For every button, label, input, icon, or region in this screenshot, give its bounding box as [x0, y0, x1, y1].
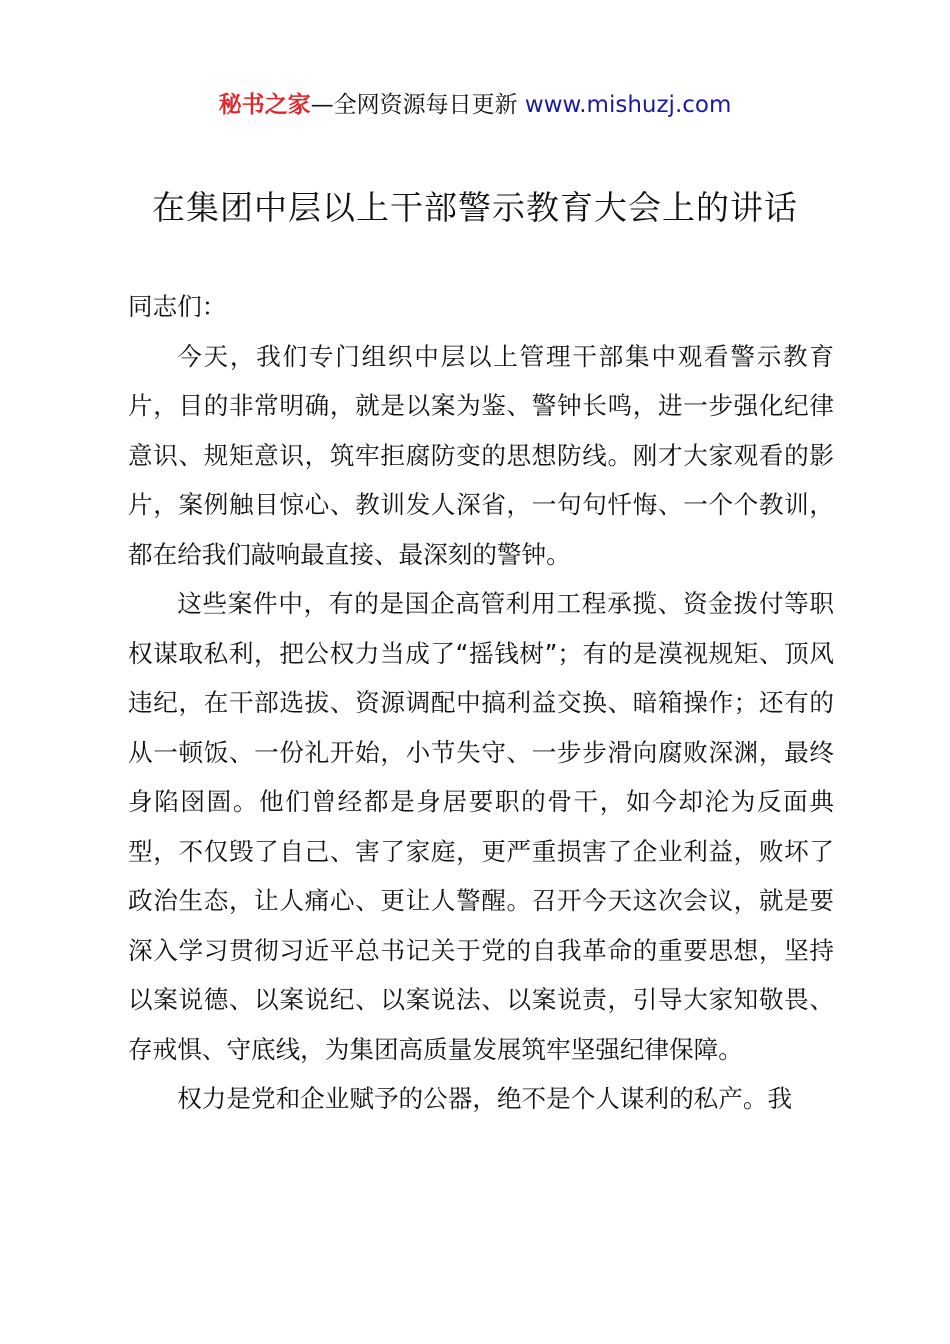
- brand-name: 秘书之家: [218, 92, 311, 118]
- document-body: [128, 282, 834, 1124]
- paragraph-2: 这些案件中，有的是国企高管利用工程承揽、资金拨付等职权谋取私利，把公权力当成了“摇钱树”；有的是漠视规矩、顶风违纪，在干部选拔、资源调配中搞利益交换、暗箱操作；还有的从一顿饭、一份礼开始，小节失守、一步步滑向腐败深渊，最终身陷囹圄。他们曾经都是身居要职的骨干，如今却沦为反面典型，不仅毁了自己、害了家庭，更严重损害了企业利益，败坏了政治生态，让人痛心、更让人警醒。召开今天这次会议，就是要深入学习贯彻习近平总书记关于党的自我革命的重要思想，坚持以案说德、以案说纪、以案说法、以案说责，引导大家知敬畏、存戒惧、守底线，为集团高质量发展筑牢坚强纪律保障。: [128, 589, 834, 1064]
- header-tagline: —全网资源每日更新: [310, 92, 525, 118]
- document-title: 在集团中层以上干部警示教育大会上的讲话: [152, 188, 798, 227]
- site-url-link[interactable]: www.mishuzj.com: [524, 92, 732, 118]
- salutation: 同志们：: [128, 292, 227, 321]
- paragraph-3: 权力是党和企业赋予的公器，绝不是个人谋利的私产。我: [177, 1084, 793, 1113]
- paragraph-1: 今天，我们专门组织中层以上管理干部集中观看警示教育片，目的非常明确，就是以案为鉴、警钟长鸣，进一步强化纪律意识、规矩意识，筑牢拒腐防变的思想防线。刚才大家观看的影片，案例触目惊心、教训发人深省，一句句忏悔、一个个教训，都在给我们敲响最直接、最深刻的警钟。: [128, 341, 834, 569]
- site-header: [0, 88, 950, 122]
